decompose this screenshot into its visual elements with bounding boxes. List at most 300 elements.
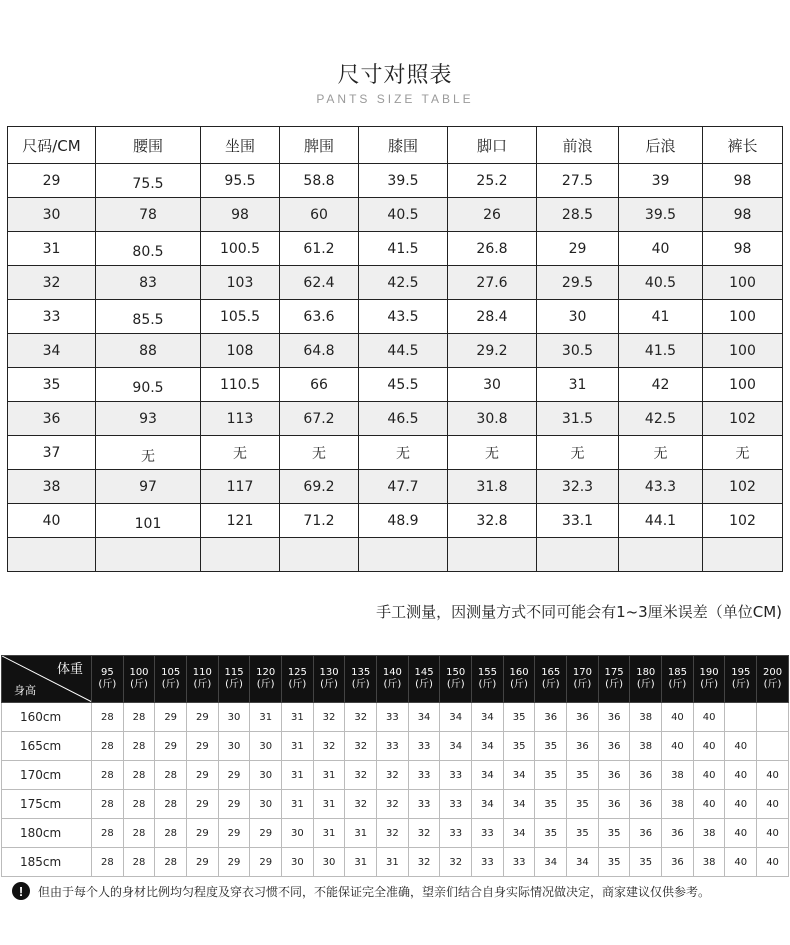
- size-value-cell: 28: [123, 819, 155, 848]
- size-cell: 43.3: [619, 470, 703, 504]
- size-value-cell: 36: [662, 819, 694, 848]
- height-cell: 185cm: [2, 848, 92, 877]
- size-cell: 无: [201, 436, 280, 470]
- size-value-cell: 33: [472, 848, 504, 877]
- size-value-cell: 34: [535, 848, 567, 877]
- size-table: [7, 126, 783, 572]
- size-cell: 无: [619, 436, 703, 470]
- size-row: [8, 300, 783, 334]
- size-row: [8, 266, 783, 300]
- size-value-cell: 35: [535, 790, 567, 819]
- weight-unit: (斤): [161, 679, 180, 690]
- size-value-cell: 36: [535, 703, 567, 732]
- weight-row: [2, 761, 789, 790]
- size-cell: 62.4: [280, 266, 359, 300]
- weight-unit: (斤): [763, 679, 782, 690]
- weight-unit: (斤): [605, 679, 623, 690]
- height-cell: 160cm: [2, 703, 92, 732]
- size-value-cell: 36: [567, 732, 599, 761]
- size-value-cell: 28: [92, 790, 124, 819]
- size-cell: 42.5: [359, 266, 448, 300]
- size-cell: 71.2: [280, 504, 359, 538]
- size-value-cell: 40: [757, 761, 789, 790]
- size-row: [8, 470, 783, 504]
- size-value-cell: 40: [693, 732, 725, 761]
- weight-header-cell: [408, 656, 440, 703]
- size-value-cell: 33: [377, 732, 409, 761]
- weight-value: 105: [161, 667, 181, 678]
- size-cell: 102: [703, 504, 783, 538]
- size-value-cell: 29: [250, 819, 282, 848]
- weight-value: 115: [224, 667, 244, 678]
- size-value-cell: 31: [282, 703, 314, 732]
- size-value-cell: 28: [155, 790, 187, 819]
- size-row: [8, 198, 783, 232]
- size-value-cell: 29: [187, 761, 219, 790]
- weight-row: [2, 819, 789, 848]
- size-cell: 100: [703, 266, 783, 300]
- size-header-cell: 腰围: [96, 127, 201, 164]
- size-value-cell: 35: [503, 703, 535, 732]
- size-value-cell: 29: [218, 819, 250, 848]
- size-value-cell: 40: [693, 761, 725, 790]
- weight-header-cell: [503, 656, 535, 703]
- size-cell: 63.6: [280, 300, 359, 334]
- page-subtitle: PANTS SIZE TABLE: [316, 92, 474, 106]
- weight-header-cell: [630, 656, 662, 703]
- weight-header-cell: [440, 656, 472, 703]
- size-cell: 121: [201, 504, 280, 538]
- size-value-cell: 40: [757, 819, 789, 848]
- size-cell: 40: [8, 504, 96, 538]
- weight-value: 140: [382, 667, 402, 678]
- size-value-cell: 28: [123, 703, 155, 732]
- size-cell: 39: [619, 164, 703, 198]
- size-cell: 88: [96, 334, 201, 368]
- size-header-cell: 坐围: [201, 127, 280, 164]
- size-cell: 97: [96, 470, 201, 504]
- weight-value: 165: [541, 667, 561, 678]
- size-cell: 103: [201, 266, 280, 300]
- size-value-cell: 28: [123, 761, 155, 790]
- weight-unit: (斤): [415, 679, 433, 690]
- size-cell: 无: [280, 436, 359, 470]
- size-value-cell: 34: [503, 790, 535, 819]
- weight-value: 110: [192, 667, 212, 678]
- size-row: [8, 164, 783, 198]
- exclamation-icon: !: [12, 882, 30, 900]
- weight-header-cell: [757, 656, 789, 703]
- size-cell: 64.8: [280, 334, 359, 368]
- size-value-cell: 32: [440, 848, 472, 877]
- size-cell: 40.5: [619, 266, 703, 300]
- size-cell: 44.1: [619, 504, 703, 538]
- size-value-cell: 32: [377, 819, 409, 848]
- size-value-cell: 36: [567, 703, 599, 732]
- weight-unit: (斤): [700, 679, 718, 690]
- size-value-cell: 28: [92, 848, 124, 877]
- size-cell: 45.5: [359, 368, 448, 402]
- size-value-cell: 29: [218, 848, 250, 877]
- height-cell: 165cm: [2, 732, 92, 761]
- height-label: 身高: [14, 684, 36, 697]
- size-cell: 46.5: [359, 402, 448, 436]
- weight-value: 100: [129, 667, 149, 678]
- size-cell: 110.5: [201, 368, 280, 402]
- weight-header-cell: [155, 656, 187, 703]
- size-cell: 80.5: [96, 232, 201, 266]
- weight-header-cell: [345, 656, 377, 703]
- measurement-note: 手工测量，因测量方式不同可能会有1~3厘米误差（单位CM): [376, 603, 782, 621]
- size-value-cell: 32: [313, 732, 345, 761]
- size-value-cell: 31: [345, 819, 377, 848]
- size-cell: 无: [96, 436, 201, 470]
- size-cell: 31.5: [537, 402, 619, 436]
- size-cell: [201, 538, 280, 572]
- height-cell: 180cm: [2, 819, 92, 848]
- size-header-cell: 脾围: [280, 127, 359, 164]
- weight-unit: (斤): [636, 679, 655, 690]
- size-value-cell: 38: [630, 732, 662, 761]
- size-value-cell: 35: [598, 848, 630, 877]
- size-value-cell: 35: [567, 819, 599, 848]
- size-cell: 30: [448, 368, 537, 402]
- size-cell: 无: [448, 436, 537, 470]
- size-value-cell: 36: [598, 761, 630, 790]
- size-cell: 37: [8, 436, 96, 470]
- size-cell: 66: [280, 368, 359, 402]
- size-value-cell: 36: [630, 819, 662, 848]
- size-value-cell: 30: [282, 819, 314, 848]
- weight-value: 200: [763, 667, 783, 678]
- size-value-cell: 40: [757, 848, 789, 877]
- weight-unit: (斤): [478, 679, 497, 690]
- size-cell: 28.5: [537, 198, 619, 232]
- corner-cell: [2, 656, 92, 703]
- weight-header-cell: [123, 656, 155, 703]
- size-value-cell: 32: [408, 848, 440, 877]
- weight-value: 160: [509, 667, 529, 678]
- size-value-cell: 34: [408, 703, 440, 732]
- weight-value: 155: [477, 667, 497, 678]
- weight-value: 135: [351, 667, 371, 678]
- size-cell: 117: [201, 470, 280, 504]
- size-cell: 100: [703, 368, 783, 402]
- size-cell: 105.5: [201, 300, 280, 334]
- size-cell: 33: [8, 300, 96, 334]
- size-header-cell: 前浪: [537, 127, 619, 164]
- size-value-cell: 36: [662, 848, 694, 877]
- size-value-cell: 38: [693, 819, 725, 848]
- size-cell: 31: [537, 368, 619, 402]
- size-cell: 28.4: [448, 300, 537, 334]
- size-header-cell: 尺码/CM: [8, 127, 96, 164]
- size-value-cell: 31: [313, 819, 345, 848]
- weight-value: 185: [667, 667, 687, 678]
- size-value-cell: 33: [408, 761, 440, 790]
- size-value-cell: 38: [662, 790, 694, 819]
- size-cell: 100: [703, 300, 783, 334]
- size-cell: 无: [537, 436, 619, 470]
- size-cell: 36: [8, 402, 96, 436]
- size-cell: 26.8: [448, 232, 537, 266]
- weight-value: 95: [100, 667, 114, 678]
- size-cell: 85.5: [96, 300, 201, 334]
- size-row: [8, 504, 783, 538]
- weight-value: 180: [636, 667, 656, 678]
- size-value-cell: 40: [725, 732, 757, 761]
- size-cell: 25.2: [448, 164, 537, 198]
- weight-value: 120: [256, 667, 276, 678]
- size-value-cell: 32: [408, 819, 440, 848]
- size-value-cell: 28: [92, 703, 124, 732]
- size-value-cell: 31: [313, 761, 345, 790]
- size-value-cell: 35: [598, 819, 630, 848]
- size-cell: 31: [8, 232, 96, 266]
- weight-unit: (斤): [193, 679, 212, 690]
- size-cell: 27.5: [537, 164, 619, 198]
- height-cell: 170cm: [2, 761, 92, 790]
- size-value-cell: 40: [662, 703, 694, 732]
- size-value-cell: 35: [567, 761, 599, 790]
- size-value-cell: 34: [472, 732, 504, 761]
- size-value-cell: 34: [440, 703, 472, 732]
- size-value-cell: 34: [472, 761, 504, 790]
- size-value-cell: [757, 703, 789, 732]
- size-cell: [448, 538, 537, 572]
- size-cell: 78: [96, 198, 201, 232]
- weight-row: [2, 848, 789, 877]
- size-value-cell: 29: [187, 848, 219, 877]
- size-cell: 67.2: [280, 402, 359, 436]
- size-value-cell: 40: [693, 790, 725, 819]
- weight-header-cell: [598, 656, 630, 703]
- weight-row: [2, 703, 789, 732]
- size-value-cell: 29: [187, 790, 219, 819]
- size-value-cell: 31: [282, 732, 314, 761]
- size-value-cell: [725, 703, 757, 732]
- size-cell: 41.5: [359, 232, 448, 266]
- size-value-cell: 30: [218, 703, 250, 732]
- size-value-cell: 28: [155, 761, 187, 790]
- size-cell: 69.2: [280, 470, 359, 504]
- size-cell: 40: [619, 232, 703, 266]
- weight-value: 125: [287, 667, 307, 678]
- weight-header-cell: [725, 656, 757, 703]
- size-cell: 38: [8, 470, 96, 504]
- size-value-cell: 31: [282, 790, 314, 819]
- size-value-cell: 33: [472, 819, 504, 848]
- weight-value: 195: [731, 667, 751, 678]
- size-row: [8, 538, 783, 572]
- size-value-cell: 28: [123, 790, 155, 819]
- size-cell: 42.5: [619, 402, 703, 436]
- size-cell: [96, 538, 201, 572]
- weight-unit: (斤): [668, 679, 687, 690]
- size-cell: 无: [359, 436, 448, 470]
- size-value-cell: 29: [155, 703, 187, 732]
- size-row: [8, 402, 783, 436]
- size-cell: 98: [703, 164, 783, 198]
- size-value-cell: 35: [567, 790, 599, 819]
- size-cell: 31.8: [448, 470, 537, 504]
- size-header-cell: 脚口: [448, 127, 537, 164]
- size-value-cell: 32: [345, 761, 377, 790]
- size-value-cell: 28: [123, 848, 155, 877]
- size-value-cell: 28: [155, 848, 187, 877]
- size-cell: 42: [619, 368, 703, 402]
- weight-header-cell: [662, 656, 694, 703]
- size-value-cell: 35: [535, 761, 567, 790]
- size-cell: [359, 538, 448, 572]
- size-value-cell: 40: [757, 790, 789, 819]
- size-value-cell: 34: [567, 848, 599, 877]
- size-value-cell: 29: [187, 703, 219, 732]
- size-value-cell: 40: [662, 732, 694, 761]
- weight-header-cell: [92, 656, 124, 703]
- size-cell: [280, 538, 359, 572]
- size-value-cell: 33: [408, 790, 440, 819]
- size-value-cell: 31: [250, 703, 282, 732]
- size-value-cell: 28: [155, 819, 187, 848]
- weight-unit: (斤): [320, 679, 338, 690]
- size-cell: 75.5: [96, 164, 201, 198]
- size-value-cell: 28: [92, 761, 124, 790]
- size-cell: 98: [201, 198, 280, 232]
- size-value-cell: 29: [218, 790, 250, 819]
- size-cell: 35: [8, 368, 96, 402]
- size-value-cell: 33: [440, 790, 472, 819]
- size-cell: 100: [703, 334, 783, 368]
- size-header-cell: 膝围: [359, 127, 448, 164]
- size-cell: 101: [96, 504, 201, 538]
- size-value-cell: 33: [503, 848, 535, 877]
- weight-unit: (斤): [446, 679, 465, 690]
- size-cell: 58.8: [280, 164, 359, 198]
- size-value-cell: 30: [218, 732, 250, 761]
- weight-value: 170: [572, 667, 592, 678]
- size-value-cell: 28: [123, 732, 155, 761]
- size-cell: 33.1: [537, 504, 619, 538]
- size-cell: 98: [703, 232, 783, 266]
- weight-unit: (斤): [288, 679, 307, 690]
- size-cell: 30.5: [537, 334, 619, 368]
- size-cell: 39.5: [619, 198, 703, 232]
- weight-unit: (斤): [130, 679, 148, 690]
- weight-header-cell: [377, 656, 409, 703]
- weight-unit: (斤): [225, 679, 243, 690]
- size-cell: 90.5: [96, 368, 201, 402]
- weight-unit: (斤): [256, 679, 275, 690]
- weight-header-cell: [313, 656, 345, 703]
- size-row: [8, 334, 783, 368]
- size-value-cell: 34: [472, 790, 504, 819]
- size-value-cell: 32: [377, 790, 409, 819]
- size-value-cell: 32: [345, 790, 377, 819]
- size-value-cell: 34: [503, 819, 535, 848]
- size-cell: 102: [703, 470, 783, 504]
- size-cell: 29: [8, 164, 96, 198]
- size-value-cell: 29: [187, 732, 219, 761]
- size-value-cell: 34: [503, 761, 535, 790]
- size-cell: 30: [537, 300, 619, 334]
- size-value-cell: 40: [725, 790, 757, 819]
- size-cell: [537, 538, 619, 572]
- size-cell: 26: [448, 198, 537, 232]
- disclaimer-text: 但由于每个人的身材比例均匀程度及穿衣习惯不同，不能保证完全准确，望亲们结合自身实际情况做决定，商家建议仅供参考。: [38, 884, 711, 899]
- size-value-cell: 30: [250, 732, 282, 761]
- size-cell: 30: [8, 198, 96, 232]
- size-cell: 32: [8, 266, 96, 300]
- size-value-cell: 33: [440, 761, 472, 790]
- size-cell: 100.5: [201, 232, 280, 266]
- size-cell: 27.6: [448, 266, 537, 300]
- size-value-cell: 38: [693, 848, 725, 877]
- weight-row: [2, 732, 789, 761]
- disclaimer: [12, 882, 710, 900]
- size-cell: 41: [619, 300, 703, 334]
- weight-header-cell: [472, 656, 504, 703]
- weight-value: 190: [699, 667, 719, 678]
- size-cell: 29: [537, 232, 619, 266]
- size-cell: 95.5: [201, 164, 280, 198]
- size-value-cell: 40: [693, 703, 725, 732]
- size-cell: 30.8: [448, 402, 537, 436]
- size-value-cell: 30: [313, 848, 345, 877]
- size-value-cell: 29: [187, 819, 219, 848]
- weight-unit: (斤): [98, 679, 117, 690]
- size-value-cell: 31: [377, 848, 409, 877]
- size-cell: 29.5: [537, 266, 619, 300]
- size-value-cell: 36: [630, 790, 662, 819]
- weight-value: 130: [319, 667, 339, 678]
- weight-unit: (斤): [351, 679, 370, 690]
- size-value-cell: 33: [377, 703, 409, 732]
- size-row: [8, 436, 783, 470]
- weight-header-cell: [250, 656, 282, 703]
- size-value-cell: 31: [313, 790, 345, 819]
- weight-height-table: [1, 655, 789, 877]
- size-cell: 98: [703, 198, 783, 232]
- weight-header-cell: [535, 656, 567, 703]
- size-cell: 60: [280, 198, 359, 232]
- size-value-cell: 32: [345, 703, 377, 732]
- size-cell: 32.3: [537, 470, 619, 504]
- page-title: 尺寸对照表: [337, 63, 453, 88]
- size-cell: 93: [96, 402, 201, 436]
- size-value-cell: 30: [250, 761, 282, 790]
- size-value-cell: 32: [313, 703, 345, 732]
- size-value-cell: 32: [377, 761, 409, 790]
- weight-header-cell: [218, 656, 250, 703]
- size-value-cell: 40: [725, 848, 757, 877]
- size-value-cell: 33: [440, 819, 472, 848]
- size-value-cell: 36: [630, 761, 662, 790]
- size-cell: 48.9: [359, 504, 448, 538]
- size-value-cell: 38: [662, 761, 694, 790]
- size-value-cell: 29: [155, 732, 187, 761]
- weight-unit: (斤): [731, 679, 750, 690]
- weight-value: 145: [414, 667, 434, 678]
- size-value-cell: [757, 732, 789, 761]
- size-value-cell: 34: [440, 732, 472, 761]
- size-cell: 34: [8, 334, 96, 368]
- size-value-cell: 40: [725, 761, 757, 790]
- size-cell: 39.5: [359, 164, 448, 198]
- size-cell: 113: [201, 402, 280, 436]
- size-value-cell: 31: [282, 761, 314, 790]
- size-value-cell: 29: [250, 848, 282, 877]
